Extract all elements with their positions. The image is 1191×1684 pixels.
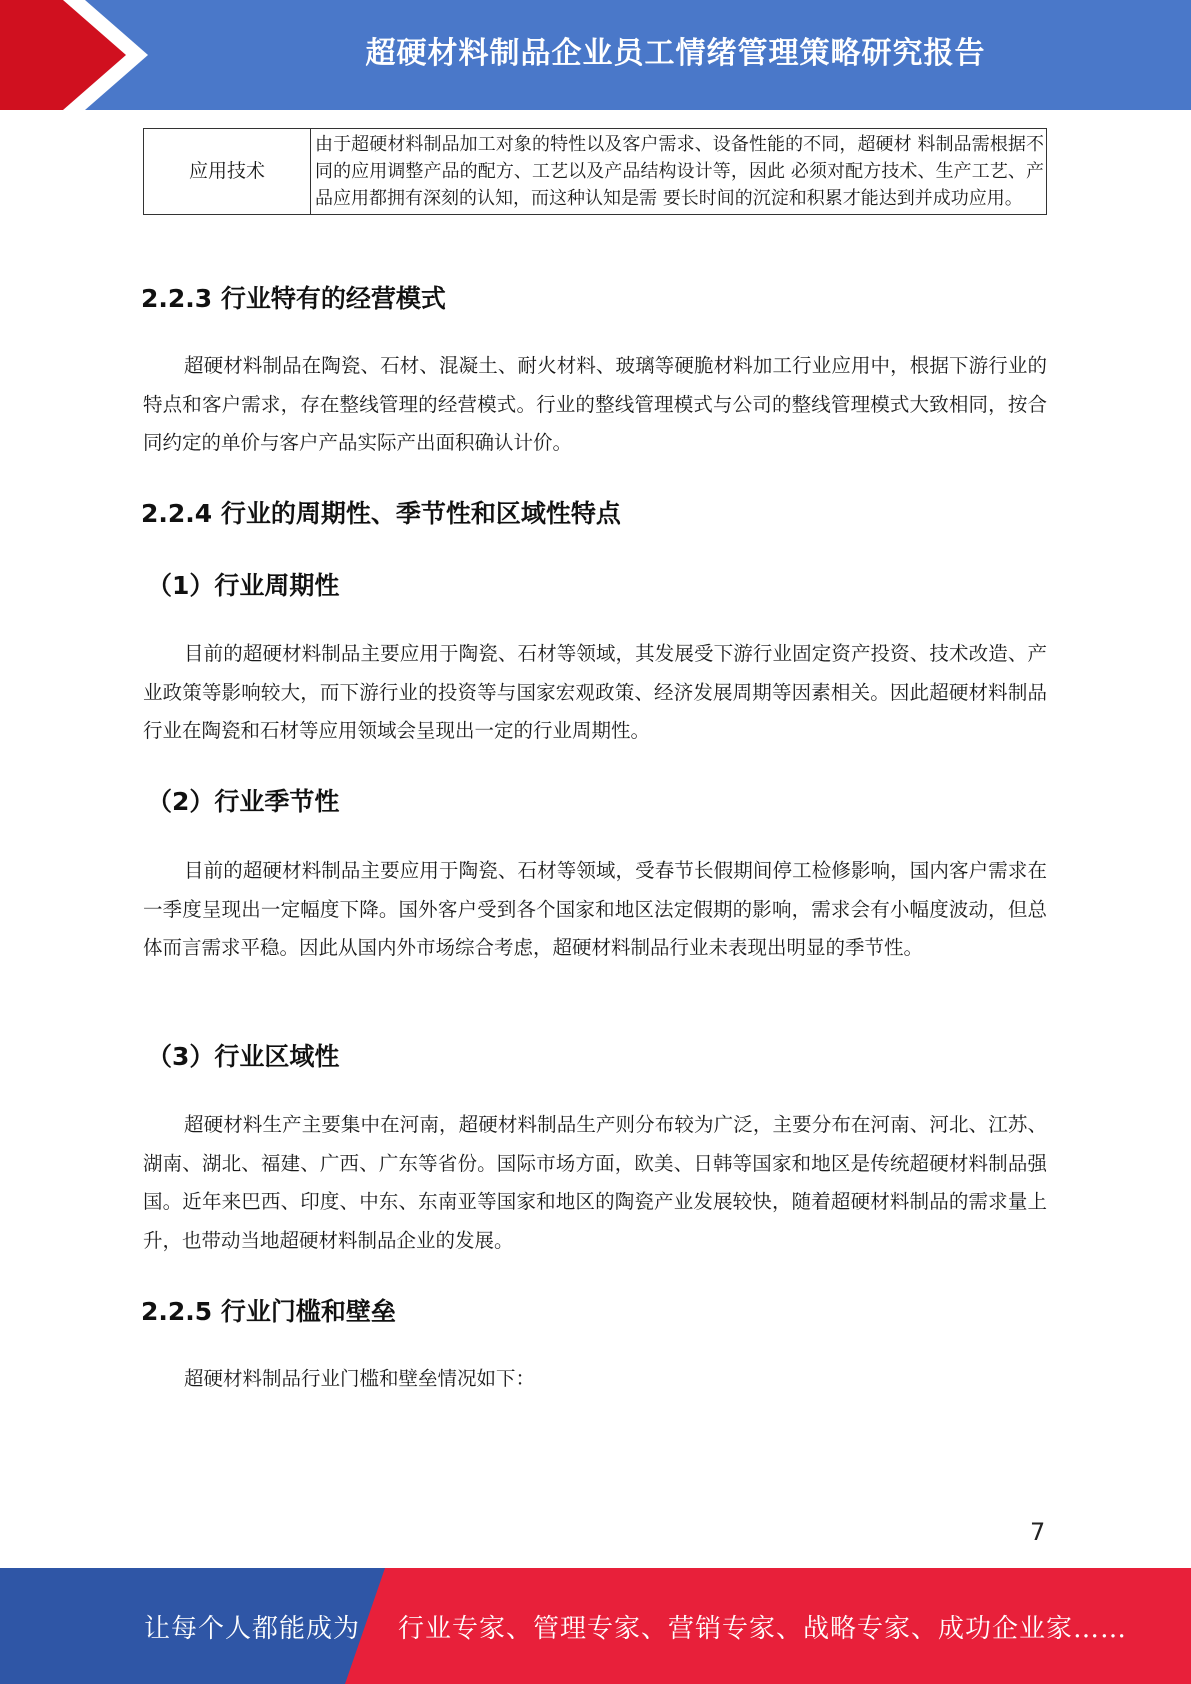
section-heading-2-2-5: 2.2.5 行业门槛和壁垒 [141,1297,396,1326]
table-description-cell: 由于超硬材料制品加工对象的特性以及客户需求、设备性能的不同，超硬材 料制品需根据不同的应用调整产品的配方、工艺以及产品结构设计等，因此 必须对配方技术、生产工艺、产品应用都拥有深刻的认知，而这种认知是需 要长时间的沉淀和积累才能达到并成功应用。 [311,129,1047,215]
chevron-icon [0,0,160,110]
section-paragraph-2-2-5: 超硬材料制品行业门槛和壁垒情况如下： [184,1367,536,1390]
section-heading-2-2-4: 2.2.4 行业的周期性、季节性和区域性特点 [141,499,621,528]
report-title: 超硬材料制品企业员工情绪管理策略研究报告 [365,36,986,71]
footer-bar [0,1568,1191,1684]
tech-table [143,128,1047,215]
section-paragraph-2-2-3: 超硬材料制品在陶瓷、石材、混凝土、耐火材料、玻璃等硬脆材料加工行业应用中，根据下游行业的特点和客户需求，存在整线管理的经营模式。行业的整线管理模式与公司的整线管理模式大致相同，按合同约定的单价与客户产品实际产出面积确认计价。 [143,354,1047,454]
table-label-cell: 应用技术 [144,129,311,215]
subheading-seasonality: （2）行业季节性 [147,787,340,816]
paragraph-seasonality: 目前的超硬材料制品主要应用于陶瓷、石材等领域，受春节长假期间停工检修影响，国内客户需求在一季度呈现出一定幅度下降。国外客户受到各个国家和地区法定假期的影响，需求会有小幅度波动，但总体而言需求平稳。因此从国内外市场综合考虑，超硬材料制品行业未表现出明显的季节性。 [143,859,1047,959]
paragraph-cyclicality: 目前的超硬材料制品主要应用于陶瓷、石材等领域，其发展受下游行业固定资产投资、技术改造、产业政策等影响较大，而下游行业的投资等与国家宏观政策、经济发展周期等因素相关。因此超硬材料制品行业在陶瓷和石材等应用领域会呈现出一定的行业周期性。 [143,642,1047,742]
section-heading-2-2-3: 2.2.3 行业特有的经营模式 [141,284,446,313]
subheading-regionality: （3）行业区域性 [147,1042,340,1071]
header-bar [0,0,1191,110]
footer-slogan-right: 行业专家、管理专家、营销专家、战略专家、成功企业家…… [398,1613,1128,1644]
paragraph-regionality: 超硬材料生产主要集中在河南，超硬材料制品生产则分布较为广泛，主要分布在河南、河北、江苏、湖南、湖北、福建、广西、广东等省份。国际市场方面，欧美、日韩等国家和地区是传统超硬材料制品强国。近年来巴西、印度、中东、东南亚等国家和地区的陶瓷产业发展较快，随着超硬材料制品的需求量上升，也带动当地超硬材料制品企业的发展。 [143,1113,1047,1252]
footer-slogan-left: 让每个人都能成为 [144,1613,361,1644]
table-row [144,129,1047,215]
page-number: 7 [1030,1518,1046,1546]
subheading-cyclicality: （1）行业周期性 [147,571,340,600]
